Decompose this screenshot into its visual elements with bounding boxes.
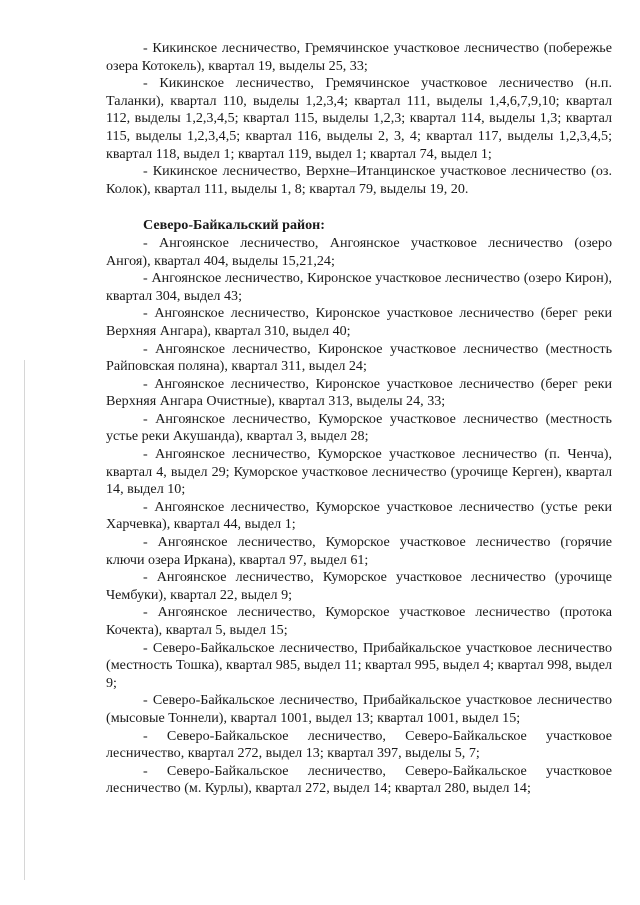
scan-margin-line: [24, 360, 25, 880]
list-item: - Ангоянское лесничество, Ангоянское участковое лесничество (озеро Ангоя), квартал 404, выделы 15,21,24;: [106, 234, 612, 269]
section-spacer: [106, 198, 612, 217]
list-item: - Кикинское лесничество, Верхне–Итанцинское участковое лесничество (оз. Колок), квартал 111, выделы 1, 8; квартал 79, выделы 19, 20.: [106, 163, 612, 197]
list-item: - Ангоянское лесничество, Киронское участковое лесничество (берег реки Верхняя Ангара), квартал 310, выдел 40;: [106, 305, 612, 339]
list-item: - Ангоянское лесничество, Киронское участковое лесничество (местность Райповская поляна), квартал 311, выдел 24;: [106, 340, 612, 375]
document-page: [106, 40, 612, 798]
list-item: - Кикинское лесничество, Гремячинское участковое лесничество (н.п. Таланки), квартал 110, выделы 1,2,3,4; квартал 111, выделы 1,4,6,7,9,10; квартал 112, выделы 1,2,3,4,5; квартал 115, выделы 1,2,3; квартал 114, выделы 1,3; квартал 115, выделы 1,2,3,4,5; квартал 116, выделы 2, 3, 4; квартал 117, выделы 1,2,3,4,5; квартал 118, выдел 1; квартал 119, выдел 1; квартал 74, выдел 1;: [106, 75, 612, 162]
list-item: - Ангоянское лесничество, Киронское участковое лесничество (озеро Кирон), квартал 304, выдел 43;: [106, 270, 612, 304]
list-item: - Ангоянское лесничество, Куморское участковое лесничество (горячие ключи озера Иркана), квартал 97, выдел 61;: [106, 534, 612, 568]
list-item: - Ангоянское лесничество, Куморское участковое лесничество (урочище Чембуки), квартал 22, выдел 9;: [106, 569, 612, 603]
list-item: - Северо-Байкальское лесничество, Северо-Байкальское участковое лесничество (м. Курлы), квартал 272, выдел 14; квартал 280, выдел 14;: [106, 762, 612, 797]
list-item: - Кикинское лесничество, Гремячинское участковое лесничество (побережье озера Котокель), квартал 19, выделы 25, 33;: [106, 40, 612, 74]
list-item: - Северо-Байкальское лесничество, Северо-Байкальское участковое лесничество, квартал 272, выдел 13; квартал 397, выделы 5, 7;: [106, 727, 612, 762]
list-item: - Ангоянское лесничество, Куморское участковое лесничество (местность устье реки Акушанда), квартал 3, выдел 28;: [106, 410, 612, 445]
list-item: - Северо-Байкальское лесничество, Прибайкальское участковое лесничество (местность Тошка), квартал 985, выдел 11; квартал 995, выдел 4; квартал 998, выдел 9;: [106, 639, 612, 691]
section-heading: Северо-Байкальский район:: [143, 217, 325, 234]
list-item: - Ангоянское лесничество, Киронское участковое лесничество (берег реки Верхняя Ангара Очистные), квартал 313, выделы 24, 33;: [106, 375, 612, 410]
list-item: - Северо-Байкальское лесничество, Прибайкальское участковое лесничество (мысовые Тоннели), квартал 1001, выдел 13; квартал 1001, выдел 15;: [106, 692, 612, 726]
list-item: - Ангоянское лесничество, Куморское участковое лесничество (протока Кочекта), квартал 5, выдел 15;: [106, 604, 612, 638]
list-item: - Ангоянское лесничество, Куморское участковое лесничество (п. Ченча), квартал 4, выдел 29; Куморское участковое лесничество (урочище Керген), квартал 14, выдел 10;: [106, 446, 612, 498]
list-item: - Ангоянское лесничество, Куморское участковое лесничество (устье реки Харчевка), квартал 44, выдел 1;: [106, 498, 612, 533]
